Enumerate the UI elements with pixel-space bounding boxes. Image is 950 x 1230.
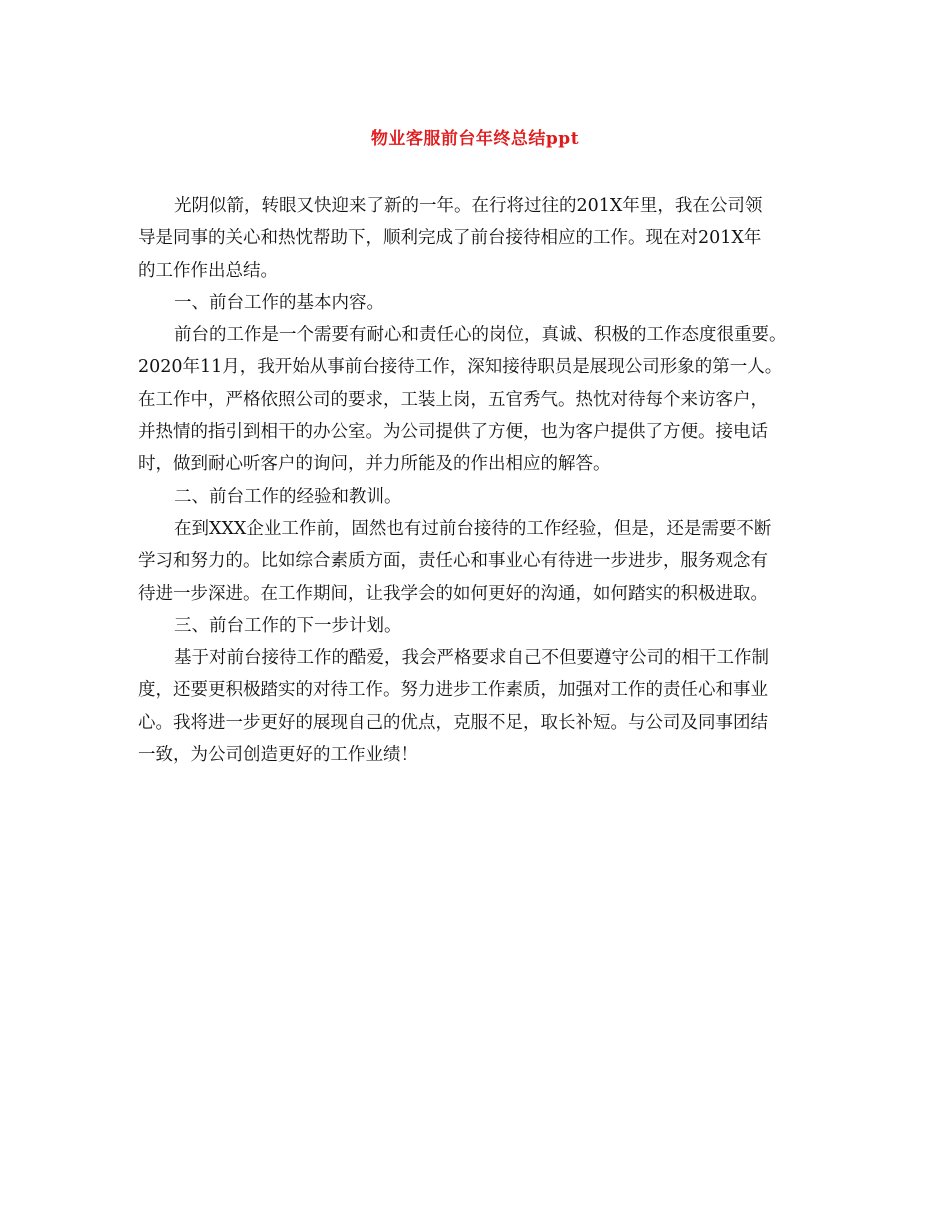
text-line: 待进一步深进。在工作期间，让我学会的如何更好的沟通，如何踏实的积极进取。 [138,583,768,604]
text-line: 心。我将进一步更好的展现自己的优点，克服不足，取长补短。与公司及同事团结 [138,712,768,733]
text-line: 度，还要更积极踏实的对待工作。努力进步工作素质，加强对工作的责任心和事业 [138,680,768,701]
text-line: 前台的工作是一个需要有耐心和责任心的岗位，真诚、积极的工作态度很重要。 [174,325,787,346]
text-line: 学习和努力的。比如综合素质方面，责任心和事业心有待进一步进步，服务观念有 [138,551,768,572]
document-body [138,190,822,771]
text-line: 光阴似箭，转眼又快迎来了新的一年。在行将过往的201X年里，我在公司领 [174,196,763,216]
text-line: 在工作中，严格依照公司的要求，工装上岗，五官秀气。热忱对待每个来访客户， [138,389,768,410]
document-title: 物业客服前台年终总结ppt [370,129,580,149]
text-line: 一致，为公司创造更好的工作业绩！ [138,745,418,766]
text-line: 三、前台工作的下一步计划。 [174,615,402,636]
text-line: 导是同事的关心和热忱帮助下，顺利完成了前台接待相应的工作。现在对201X年 [138,228,762,249]
text-line: 时，做到耐心听客户的询问，并力所能及的作出相应的解答。 [138,454,611,475]
text-line: 一、前台工作的基本内容。 [174,292,384,313]
text-line: 2020年11月，我开始从事前台接待工作，深知接待职员是展现公司形象的第一人。 [138,357,783,378]
text-line: 并热情的指引到相干的办公室。为公司提供了方便，也为客户提供了方便。接电话 [138,422,768,443]
text-line: 在到XXX企业工作前，固然也有过前台接待的工作经验，但是，还是需要不断 [174,518,772,539]
text-line: 二、前台工作的经验和教训。 [174,486,402,507]
text-line: 的工作作出总结。 [138,260,278,281]
text-line: 基于对前台接待工作的酷爱，我会严格要求自己不但要遵守公司的相干工作制 [174,648,769,669]
